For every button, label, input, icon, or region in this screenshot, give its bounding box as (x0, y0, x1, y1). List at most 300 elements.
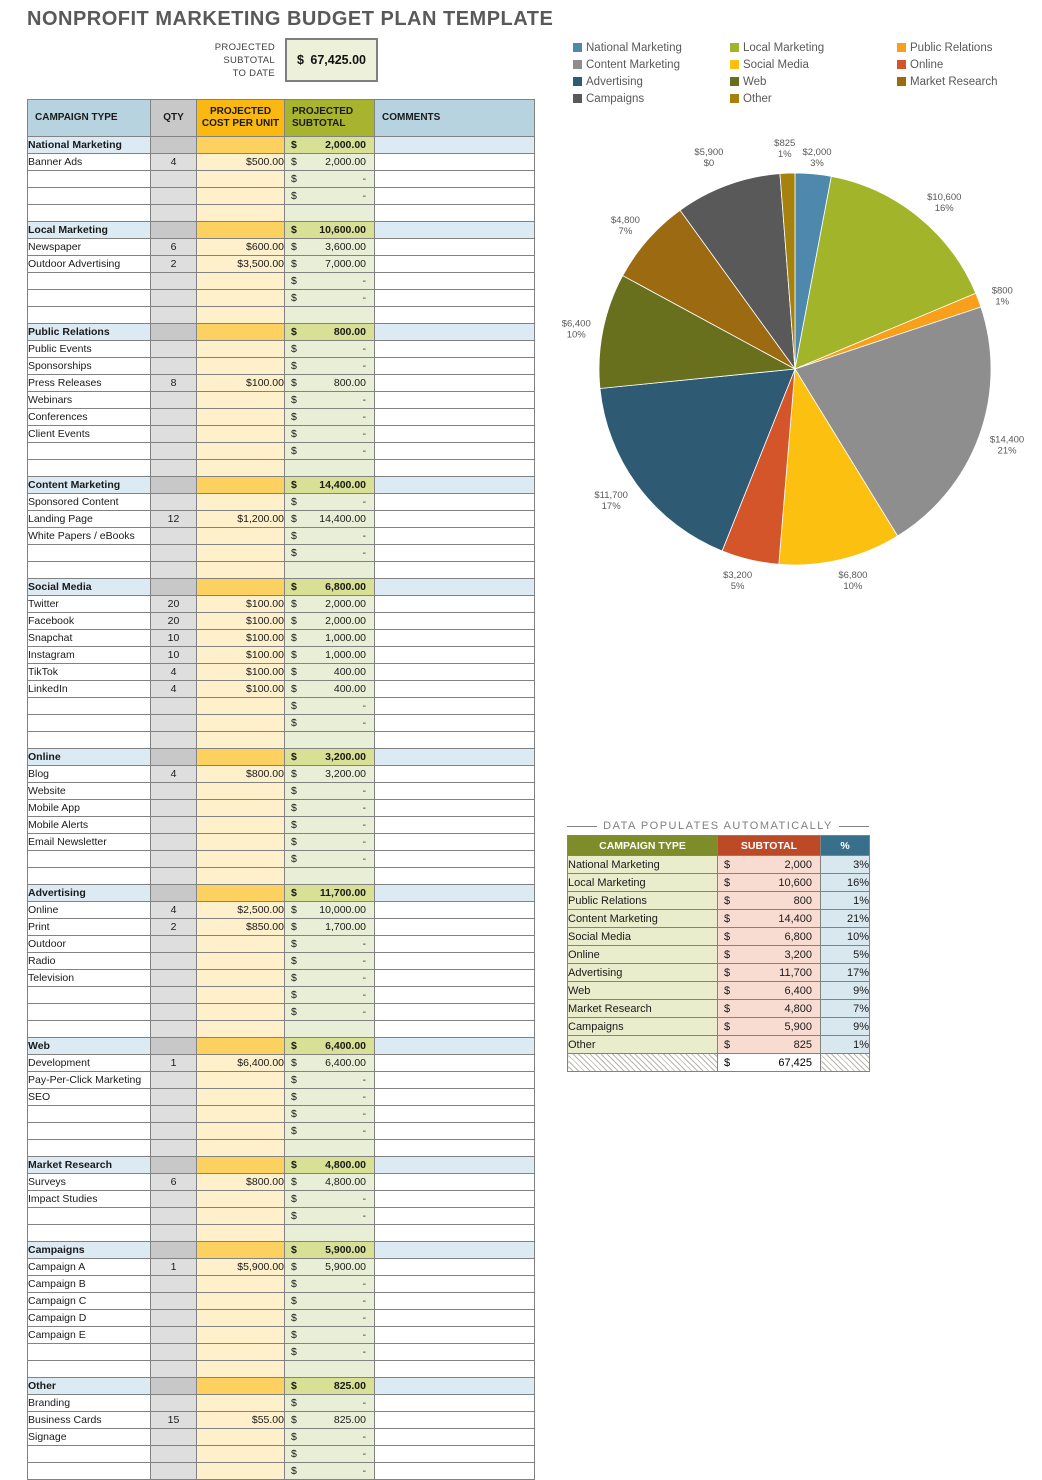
summary-value-cell[interactable]: $ 14,400 (718, 910, 821, 928)
item-name-cell[interactable] (28, 1446, 151, 1463)
qty-cell[interactable] (151, 1446, 197, 1463)
subtotal-cell[interactable]: $ 825.00 (285, 1378, 375, 1395)
subtotal-cell[interactable]: $ - (285, 1208, 375, 1225)
item-name-cell[interactable] (28, 545, 151, 562)
cost-cell[interactable]: $600.00 (197, 239, 285, 256)
summary-name-cell[interactable]: Other (568, 1036, 718, 1054)
section-name-cell[interactable]: Web (28, 1038, 151, 1055)
comments-cell[interactable] (375, 987, 535, 1004)
subtotal-cell[interactable]: $ - (285, 1395, 375, 1412)
subtotal-cell[interactable]: $ - (285, 171, 375, 188)
subtotal-cell[interactable]: $ - (285, 834, 375, 851)
comments-cell[interactable] (375, 375, 535, 392)
qty-cell[interactable] (151, 222, 197, 239)
subtotal-cell[interactable]: $ 6,800.00 (285, 579, 375, 596)
comments-cell[interactable] (375, 1038, 535, 1055)
comments-cell[interactable] (375, 154, 535, 171)
section-name-cell[interactable]: Market Research (28, 1157, 151, 1174)
cost-cell[interactable] (197, 698, 285, 715)
subtotal-cell[interactable]: $ - (285, 1089, 375, 1106)
item-name-cell[interactable]: Campaign D (28, 1310, 151, 1327)
qty-cell[interactable] (151, 817, 197, 834)
summary-col-percent[interactable]: % (821, 836, 870, 856)
comments-cell[interactable] (375, 766, 535, 783)
cost-cell[interactable] (197, 1276, 285, 1293)
qty-cell[interactable]: 10 (151, 630, 197, 647)
qty-cell[interactable]: 4 (151, 766, 197, 783)
cost-cell[interactable] (197, 494, 285, 511)
subtotal-cell[interactable]: $ - (285, 715, 375, 732)
qty-cell[interactable]: 6 (151, 239, 197, 256)
subtotal-cell[interactable]: $ - (285, 1072, 375, 1089)
subtotal-cell[interactable]: $ 825.00 (285, 1412, 375, 1429)
comments-cell[interactable] (375, 783, 535, 800)
subtotal-cell[interactable]: $ 3,200.00 (285, 749, 375, 766)
comments-cell[interactable] (375, 171, 535, 188)
item-name-cell[interactable]: Online (28, 902, 151, 919)
comments-cell[interactable] (375, 1276, 535, 1293)
summary-value-cell[interactable]: $ 2,000 (718, 856, 821, 874)
comments-cell[interactable] (375, 392, 535, 409)
comments-cell[interactable] (375, 477, 535, 494)
comments-cell[interactable] (375, 647, 535, 664)
col-comments[interactable]: COMMENTS (375, 100, 535, 137)
subtotal-cell[interactable]: $ - (285, 1123, 375, 1140)
qty-cell[interactable] (151, 800, 197, 817)
subtotal-cell[interactable]: $ 14,400.00 (285, 477, 375, 494)
qty-cell[interactable] (151, 1123, 197, 1140)
subtotal-cell[interactable]: $ - (285, 698, 375, 715)
summary-value-cell[interactable]: $ 11,700 (718, 964, 821, 982)
comments-cell[interactable] (375, 1293, 535, 1310)
comments-cell[interactable] (375, 664, 535, 681)
summary-name-cell[interactable]: Market Research (568, 1000, 718, 1018)
summary-value-cell[interactable]: $ 6,400 (718, 982, 821, 1000)
qty-cell[interactable] (151, 1463, 197, 1480)
qty-cell[interactable] (151, 834, 197, 851)
qty-cell[interactable]: 4 (151, 664, 197, 681)
qty-cell[interactable] (151, 1327, 197, 1344)
subtotal-cell[interactable]: $ - (285, 1004, 375, 1021)
cost-cell[interactable]: $3,500.00 (197, 256, 285, 273)
qty-cell[interactable] (151, 545, 197, 562)
item-name-cell[interactable]: Signage (28, 1429, 151, 1446)
subtotal-cell[interactable]: $ 800.00 (285, 375, 375, 392)
subtotal-cell[interactable]: $ - (285, 290, 375, 307)
cost-cell[interactable] (197, 1038, 285, 1055)
item-name-cell[interactable] (28, 1004, 151, 1021)
qty-cell[interactable] (151, 477, 197, 494)
qty-cell[interactable] (151, 137, 197, 154)
summary-pct-cell[interactable]: 16% (821, 874, 870, 892)
qty-cell[interactable] (151, 494, 197, 511)
comments-cell[interactable] (375, 613, 535, 630)
comments-cell[interactable] (375, 1378, 535, 1395)
subtotal-cell[interactable]: $ - (285, 1429, 375, 1446)
item-name-cell[interactable] (28, 1463, 151, 1480)
cost-cell[interactable]: $55.00 (197, 1412, 285, 1429)
comments-cell[interactable] (375, 1089, 535, 1106)
item-name-cell[interactable]: Public Events (28, 341, 151, 358)
subtotal-cell[interactable]: $ - (285, 392, 375, 409)
summary-name-cell[interactable]: Online (568, 946, 718, 964)
qty-cell[interactable]: 6 (151, 1174, 197, 1191)
comments-cell[interactable] (375, 290, 535, 307)
subtotal-cell[interactable]: $ 400.00 (285, 681, 375, 698)
item-name-cell[interactable] (28, 1208, 151, 1225)
comments-cell[interactable] (375, 630, 535, 647)
cost-cell[interactable] (197, 1293, 285, 1310)
comments-cell[interactable] (375, 715, 535, 732)
subtotal-cell[interactable]: $ - (285, 851, 375, 868)
qty-cell[interactable] (151, 936, 197, 953)
subtotal-cell[interactable]: $ 1,000.00 (285, 647, 375, 664)
item-name-cell[interactable]: Branding (28, 1395, 151, 1412)
subtotal-cell[interactable]: $ 1,700.00 (285, 919, 375, 936)
subtotal-cell[interactable]: $ - (285, 494, 375, 511)
item-name-cell[interactable]: Mobile App (28, 800, 151, 817)
cost-cell[interactable] (197, 1429, 285, 1446)
qty-cell[interactable] (151, 1293, 197, 1310)
qty-cell[interactable] (151, 409, 197, 426)
summary-value-cell[interactable]: $ 10,600 (718, 874, 821, 892)
qty-cell[interactable] (151, 953, 197, 970)
summary-pct-cell[interactable]: 5% (821, 946, 870, 964)
subtotal-cell[interactable]: $ 11,700.00 (285, 885, 375, 902)
item-name-cell[interactable]: Television (28, 970, 151, 987)
col-campaign-type[interactable]: CAMPAIGN TYPE (28, 100, 151, 137)
comments-cell[interactable] (375, 1259, 535, 1276)
summary-pct-cell[interactable]: 1% (821, 892, 870, 910)
item-name-cell[interactable]: Surveys (28, 1174, 151, 1191)
section-name-cell[interactable]: Online (28, 749, 151, 766)
subtotal-cell[interactable]: $ - (285, 1463, 375, 1480)
qty-cell[interactable] (151, 1378, 197, 1395)
item-name-cell[interactable] (28, 1106, 151, 1123)
comments-cell[interactable] (375, 1242, 535, 1259)
qty-cell[interactable] (151, 783, 197, 800)
subtotal-cell[interactable]: $ 400.00 (285, 664, 375, 681)
cost-cell[interactable]: $500.00 (197, 154, 285, 171)
item-name-cell[interactable]: Banner Ads (28, 154, 151, 171)
comments-cell[interactable] (375, 919, 535, 936)
summary-pct-cell[interactable]: 7% (821, 1000, 870, 1018)
qty-cell[interactable]: 12 (151, 511, 197, 528)
item-name-cell[interactable] (28, 698, 151, 715)
comments-cell[interactable] (375, 698, 535, 715)
comments-cell[interactable] (375, 443, 535, 460)
comments-cell[interactable] (375, 528, 535, 545)
cost-cell[interactable]: $800.00 (197, 766, 285, 783)
comments-cell[interactable] (375, 596, 535, 613)
section-name-cell[interactable]: Other (28, 1378, 151, 1395)
summary-col-subtotal[interactable]: SUBTOTAL (718, 836, 821, 856)
qty-cell[interactable] (151, 970, 197, 987)
comments-cell[interactable] (375, 1208, 535, 1225)
subtotal-cell[interactable]: $ 4,800.00 (285, 1157, 375, 1174)
qty-cell[interactable] (151, 1038, 197, 1055)
subtotal-cell[interactable]: $ 6,400.00 (285, 1038, 375, 1055)
subtotal-cell[interactable]: $ 14,400.00 (285, 511, 375, 528)
cost-cell[interactable] (197, 1004, 285, 1021)
comments-cell[interactable] (375, 902, 535, 919)
comments-cell[interactable] (375, 1395, 535, 1412)
summary-pct-cell[interactable]: 3% (821, 856, 870, 874)
qty-cell[interactable] (151, 426, 197, 443)
qty-cell[interactable] (151, 715, 197, 732)
comments-cell[interactable] (375, 1429, 535, 1446)
item-name-cell[interactable]: TikTok (28, 664, 151, 681)
item-name-cell[interactable]: Outdoor Advertising (28, 256, 151, 273)
cost-cell[interactable] (197, 1208, 285, 1225)
qty-cell[interactable] (151, 392, 197, 409)
qty-cell[interactable]: 2 (151, 256, 197, 273)
summary-name-cell[interactable]: Local Marketing (568, 874, 718, 892)
item-name-cell[interactable]: Sponsored Content (28, 494, 151, 511)
cost-cell[interactable]: $100.00 (197, 375, 285, 392)
cost-cell[interactable] (197, 290, 285, 307)
subtotal-cell[interactable]: $ - (285, 783, 375, 800)
cost-cell[interactable] (197, 1157, 285, 1174)
cost-cell[interactable]: $5,900.00 (197, 1259, 285, 1276)
cost-cell[interactable] (197, 1089, 285, 1106)
subtotal-cell[interactable]: $ 2,000.00 (285, 613, 375, 630)
item-name-cell[interactable]: LinkedIn (28, 681, 151, 698)
qty-cell[interactable] (151, 885, 197, 902)
subtotal-cell[interactable]: $ - (285, 1344, 375, 1361)
summary-name-cell[interactable]: Public Relations (568, 892, 718, 910)
cost-cell[interactable] (197, 817, 285, 834)
summary-total-cell[interactable]: $ 67,425 (718, 1054, 821, 1072)
subtotal-cell[interactable]: $ - (285, 426, 375, 443)
item-name-cell[interactable]: Instagram (28, 647, 151, 664)
comments-cell[interactable] (375, 426, 535, 443)
item-name-cell[interactable]: White Papers / eBooks (28, 528, 151, 545)
subtotal-cell[interactable]: $ - (285, 1446, 375, 1463)
cost-cell[interactable] (197, 273, 285, 290)
qty-cell[interactable]: 1 (151, 1259, 197, 1276)
cost-cell[interactable] (197, 1378, 285, 1395)
item-name-cell[interactable]: Development (28, 1055, 151, 1072)
subtotal-cell[interactable]: $ - (285, 1327, 375, 1344)
subtotal-cell[interactable]: $ 10,000.00 (285, 902, 375, 919)
section-name-cell[interactable]: National Marketing (28, 137, 151, 154)
comments-cell[interactable] (375, 936, 535, 953)
qty-cell[interactable] (151, 749, 197, 766)
cost-cell[interactable] (197, 324, 285, 341)
comments-cell[interactable] (375, 953, 535, 970)
comments-cell[interactable] (375, 239, 535, 256)
item-name-cell[interactable] (28, 443, 151, 460)
summary-name-cell[interactable]: Social Media (568, 928, 718, 946)
comments-cell[interactable] (375, 1123, 535, 1140)
cost-cell[interactable]: $100.00 (197, 647, 285, 664)
item-name-cell[interactable]: Sponsorships (28, 358, 151, 375)
comments-cell[interactable] (375, 545, 535, 562)
comments-cell[interactable] (375, 1004, 535, 1021)
summary-pct-cell[interactable]: 9% (821, 982, 870, 1000)
cost-cell[interactable] (197, 851, 285, 868)
cost-cell[interactable]: $2,500.00 (197, 902, 285, 919)
subtotal-cell[interactable]: $ 2,000.00 (285, 137, 375, 154)
projected-subtotal-value-cell[interactable] (285, 38, 378, 82)
qty-cell[interactable]: 10 (151, 647, 197, 664)
comments-cell[interactable] (375, 885, 535, 902)
cost-cell[interactable] (197, 1446, 285, 1463)
qty-cell[interactable] (151, 1242, 197, 1259)
summary-name-cell[interactable]: Web (568, 982, 718, 1000)
cost-cell[interactable] (197, 970, 285, 987)
item-name-cell[interactable]: Campaign C (28, 1293, 151, 1310)
cost-cell[interactable] (197, 1123, 285, 1140)
subtotal-cell[interactable]: $ - (285, 358, 375, 375)
subtotal-cell[interactable]: $ 800.00 (285, 324, 375, 341)
subtotal-cell[interactable]: $ - (285, 545, 375, 562)
comments-cell[interactable] (375, 834, 535, 851)
comments-cell[interactable] (375, 1412, 535, 1429)
cost-cell[interactable] (197, 579, 285, 596)
comments-cell[interactable] (375, 851, 535, 868)
cost-cell[interactable] (197, 1310, 285, 1327)
subtotal-cell[interactable]: $ 4,800.00 (285, 1174, 375, 1191)
subtotal-cell[interactable]: $ - (285, 1191, 375, 1208)
cost-cell[interactable]: $100.00 (197, 596, 285, 613)
cost-cell[interactable] (197, 1242, 285, 1259)
summary-name-cell[interactable]: Content Marketing (568, 910, 718, 928)
subtotal-cell[interactable]: $ - (285, 273, 375, 290)
cost-cell[interactable] (197, 1072, 285, 1089)
comments-cell[interactable] (375, 1310, 535, 1327)
qty-cell[interactable]: 20 (151, 613, 197, 630)
cost-cell[interactable]: $100.00 (197, 664, 285, 681)
comments-cell[interactable] (375, 324, 535, 341)
item-name-cell[interactable] (28, 188, 151, 205)
item-name-cell[interactable]: Business Cards (28, 1412, 151, 1429)
cost-cell[interactable] (197, 1463, 285, 1480)
item-name-cell[interactable]: SEO (28, 1089, 151, 1106)
subtotal-cell[interactable]: $ 3,200.00 (285, 766, 375, 783)
item-name-cell[interactable]: Conferences (28, 409, 151, 426)
item-name-cell[interactable]: Snapchat (28, 630, 151, 647)
cost-cell[interactable] (197, 358, 285, 375)
summary-value-cell[interactable]: $ 3,200 (718, 946, 821, 964)
comments-cell[interactable] (375, 579, 535, 596)
comments-cell[interactable] (375, 1327, 535, 1344)
comments-cell[interactable] (375, 273, 535, 290)
cost-cell[interactable] (197, 953, 285, 970)
item-name-cell[interactable]: Campaign E (28, 1327, 151, 1344)
comments-cell[interactable] (375, 1463, 535, 1480)
subtotal-cell[interactable]: $ 2,000.00 (285, 596, 375, 613)
cost-cell[interactable] (197, 409, 285, 426)
cost-cell[interactable]: $6,400.00 (197, 1055, 285, 1072)
subtotal-cell[interactable]: $ - (285, 987, 375, 1004)
comments-cell[interactable] (375, 970, 535, 987)
subtotal-cell[interactable]: $ - (285, 817, 375, 834)
comments-cell[interactable] (375, 749, 535, 766)
cost-cell[interactable] (197, 443, 285, 460)
qty-cell[interactable] (151, 1191, 197, 1208)
subtotal-cell[interactable]: $ 3,600.00 (285, 239, 375, 256)
summary-pct-cell[interactable]: 21% (821, 910, 870, 928)
summary-pct-cell[interactable]: 9% (821, 1018, 870, 1036)
comments-cell[interactable] (375, 1106, 535, 1123)
qty-cell[interactable] (151, 1208, 197, 1225)
subtotal-cell[interactable]: $ - (285, 953, 375, 970)
qty-cell[interactable] (151, 1089, 197, 1106)
subtotal-cell[interactable]: $ 7,000.00 (285, 256, 375, 273)
qty-cell[interactable] (151, 851, 197, 868)
comments-cell[interactable] (375, 681, 535, 698)
cost-cell[interactable] (197, 1106, 285, 1123)
item-name-cell[interactable] (28, 171, 151, 188)
qty-cell[interactable] (151, 324, 197, 341)
cost-cell[interactable] (197, 936, 285, 953)
subtotal-cell[interactable]: $ 2,000.00 (285, 154, 375, 171)
subtotal-cell[interactable]: $ - (285, 409, 375, 426)
section-name-cell[interactable]: Campaigns (28, 1242, 151, 1259)
qty-cell[interactable] (151, 358, 197, 375)
item-name-cell[interactable]: Newspaper (28, 239, 151, 256)
qty-cell[interactable] (151, 698, 197, 715)
summary-value-cell[interactable]: $ 6,800 (718, 928, 821, 946)
cost-cell[interactable] (197, 1344, 285, 1361)
item-name-cell[interactable] (28, 715, 151, 732)
cost-cell[interactable] (197, 188, 285, 205)
cost-cell[interactable] (197, 426, 285, 443)
comments-cell[interactable] (375, 188, 535, 205)
comments-cell[interactable] (375, 137, 535, 154)
summary-pct-cell[interactable]: 1% (821, 1036, 870, 1054)
item-name-cell[interactable]: Mobile Alerts (28, 817, 151, 834)
section-name-cell[interactable]: Advertising (28, 885, 151, 902)
item-name-cell[interactable]: Blog (28, 766, 151, 783)
subtotal-cell[interactable]: $ 5,900.00 (285, 1259, 375, 1276)
qty-cell[interactable] (151, 1395, 197, 1412)
qty-cell[interactable] (151, 528, 197, 545)
cost-cell[interactable] (197, 222, 285, 239)
comments-cell[interactable] (375, 1446, 535, 1463)
section-name-cell[interactable]: Public Relations (28, 324, 151, 341)
section-name-cell[interactable]: Social Media (28, 579, 151, 596)
section-name-cell[interactable]: Content Marketing (28, 477, 151, 494)
item-name-cell[interactable]: Client Events (28, 426, 151, 443)
qty-cell[interactable]: 20 (151, 596, 197, 613)
item-name-cell[interactable]: Impact Studies (28, 1191, 151, 1208)
subtotal-cell[interactable]: $ 10,600.00 (285, 222, 375, 239)
summary-value-cell[interactable]: $ 4,800 (718, 1000, 821, 1018)
comments-cell[interactable] (375, 1344, 535, 1361)
qty-cell[interactable] (151, 1106, 197, 1123)
comments-cell[interactable] (375, 1157, 535, 1174)
cost-cell[interactable]: $100.00 (197, 613, 285, 630)
subtotal-cell[interactable]: $ - (285, 1293, 375, 1310)
item-name-cell[interactable]: Campaign B (28, 1276, 151, 1293)
summary-name-cell[interactable]: Campaigns (568, 1018, 718, 1036)
subtotal-cell[interactable]: $ - (285, 528, 375, 545)
qty-cell[interactable] (151, 1429, 197, 1446)
cost-cell[interactable]: $100.00 (197, 681, 285, 698)
subtotal-cell[interactable]: $ - (285, 1106, 375, 1123)
summary-name-cell[interactable]: Advertising (568, 964, 718, 982)
item-name-cell[interactable] (28, 290, 151, 307)
qty-cell[interactable] (151, 579, 197, 596)
summary-value-cell[interactable]: $ 5,900 (718, 1018, 821, 1036)
comments-cell[interactable] (375, 494, 535, 511)
item-name-cell[interactable] (28, 1344, 151, 1361)
cost-cell[interactable] (197, 392, 285, 409)
summary-name-cell[interactable]: National Marketing (568, 856, 718, 874)
